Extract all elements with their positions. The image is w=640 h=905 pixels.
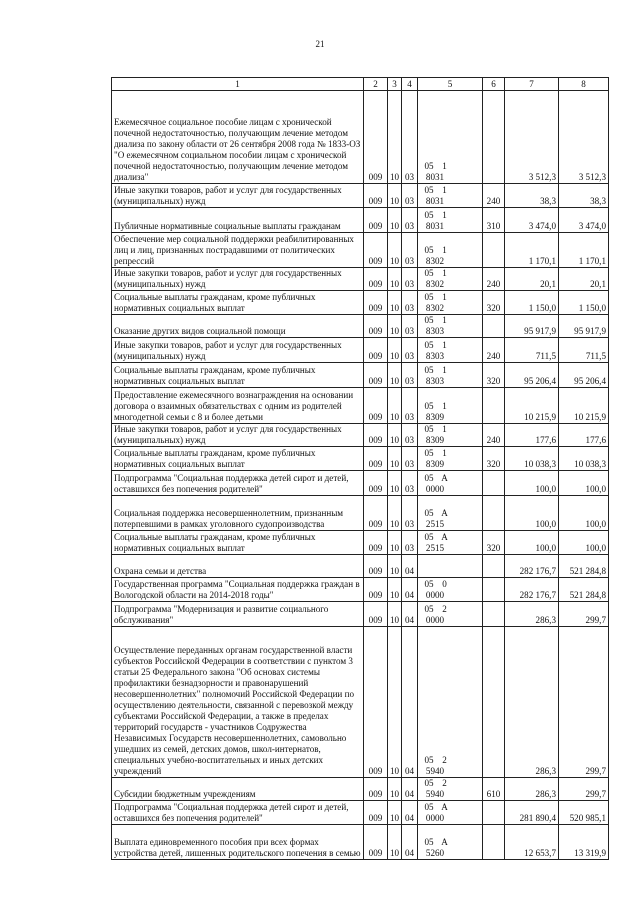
- target-article-part: 1: [442, 424, 447, 434]
- target-article-part: 05: [424, 424, 434, 434]
- amount-year2-cell: 10 215,9: [559, 388, 609, 424]
- subsection-code-cell: 03: [402, 268, 418, 291]
- target-article-part: 05: [424, 401, 434, 411]
- table-row: [112, 801, 609, 825]
- amount-year2-cell: 100,0: [559, 531, 609, 555]
- subsection-code-cell: 03: [402, 388, 418, 424]
- row-name-cell: Предоставление ежемесячного вознаграждения на основании договора о взаимных обязательствах с одним из родителей многодетной семьи с 8 и более детьми: [112, 388, 364, 424]
- subsection-code-cell: 04: [402, 778, 418, 801]
- row-name-cell: Социальные выплаты гражданам, кроме публичных нормативных социальных выплат: [112, 363, 364, 388]
- target-article-part: 5260: [425, 848, 445, 858]
- target-article-part: 8031: [425, 196, 445, 206]
- amount-year1-cell: 1 170,1: [505, 233, 559, 268]
- target-article-cell: [418, 363, 483, 388]
- target-article-part: 8303: [425, 351, 445, 361]
- target-article-cell: [418, 778, 483, 801]
- section-code-cell: 10: [388, 778, 402, 801]
- ministry-code-cell: 009: [364, 268, 388, 291]
- amount-year1-cell: 20,1: [505, 268, 559, 291]
- target-article-part: 8031: [425, 172, 445, 182]
- ministry-code-cell: 009: [364, 471, 388, 496]
- target-article-part: 05: [424, 210, 434, 220]
- table-row: [112, 208, 609, 233]
- amount-year1-cell: 100,0: [505, 471, 559, 496]
- target-article-cell: [418, 447, 483, 471]
- target-article-part: 2: [442, 755, 447, 765]
- row-name-cell: Охрана семьи и детства: [112, 555, 364, 578]
- subsection-code-cell: 03: [402, 471, 418, 496]
- target-article-cell: [418, 184, 483, 208]
- row-name-cell: Подпрограмма "Социальная поддержка детей сирот и детей, оставшихся без попечения родителей": [112, 801, 364, 825]
- target-article-part: 2: [442, 778, 447, 788]
- ministry-code-cell: 009: [364, 531, 388, 555]
- section-code-cell: 10: [388, 602, 402, 627]
- amount-year2-cell: 299,7: [559, 627, 609, 778]
- ministry-code-cell: 009: [364, 602, 388, 627]
- amount-year2-cell: 711,5: [559, 338, 609, 363]
- target-article-part: 1: [442, 448, 447, 458]
- section-code-cell: 10: [388, 388, 402, 424]
- ministry-code-cell: 009: [364, 315, 388, 338]
- table-row: [112, 778, 609, 801]
- target-article-cell: [418, 555, 483, 578]
- target-article-part: 1: [442, 185, 447, 195]
- table-row: [112, 471, 609, 496]
- row-name-cell: Подпрограмма "Социальная поддержка детей сирот и детей, оставшихся без попечения родителей": [112, 471, 364, 496]
- row-name-cell: Обеспечение мер социальной поддержки реабилитированных лиц и лиц, признанных пострадавшими от политических репрессий: [112, 233, 364, 268]
- amount-year1-cell: 286,3: [505, 627, 559, 778]
- subsection-code-cell: 03: [402, 338, 418, 363]
- target-article-part: 0000: [425, 813, 445, 823]
- target-article-part: 05: [424, 802, 434, 812]
- target-article-part: 8309: [425, 459, 445, 469]
- section-code-cell: 10: [388, 627, 402, 778]
- ministry-code-cell: 009: [364, 91, 388, 184]
- section-code-cell: 10: [388, 578, 402, 602]
- ministry-code-cell: 009: [364, 338, 388, 363]
- amount-year2-cell: 299,7: [559, 778, 609, 801]
- target-article-part: 0000: [425, 590, 445, 600]
- amount-year2-cell: 1 150,0: [559, 291, 609, 315]
- amount-year1-cell: 100,0: [505, 531, 559, 555]
- table-row: [112, 602, 609, 627]
- header-cell: 5: [418, 78, 483, 91]
- target-article-part: 8303: [425, 326, 445, 336]
- target-article-part: 8302: [425, 303, 445, 313]
- amount-year1-cell: 282 176,7: [505, 555, 559, 578]
- ministry-code-cell: 009: [364, 578, 388, 602]
- ministry-code-cell: 009: [364, 447, 388, 471]
- amount-year1-cell: 12 653,7: [505, 825, 559, 860]
- amount-year2-cell: 1 170,1: [559, 233, 609, 268]
- table-row: [112, 315, 609, 338]
- target-article-cell: [418, 208, 483, 233]
- header-cell: 2: [364, 78, 388, 91]
- amount-year1-cell: 100,0: [505, 496, 559, 531]
- expense-type-cell: 240: [483, 424, 505, 447]
- amount-year1-cell: 38,3: [505, 184, 559, 208]
- target-article-part: А: [441, 473, 448, 483]
- target-article-part: А: [441, 837, 448, 847]
- target-article-part: 8302: [425, 256, 445, 266]
- row-name-cell: Подпрограмма "Модернизация и развитие социального обслуживания": [112, 602, 364, 627]
- amount-year1-cell: 286,3: [505, 602, 559, 627]
- subsection-code-cell: 04: [402, 602, 418, 627]
- expense-type-cell: [483, 578, 505, 602]
- section-code-cell: 10: [388, 447, 402, 471]
- target-article-part: 05: [424, 185, 434, 195]
- expense-type-cell: 240: [483, 268, 505, 291]
- ministry-code-cell: 009: [364, 627, 388, 778]
- row-name-cell: Иные закупки товаров, работ и услуг для государственных (муниципальных) нужд: [112, 268, 364, 291]
- expense-type-cell: 240: [483, 338, 505, 363]
- amount-year2-cell: 100,0: [559, 496, 609, 531]
- amount-year1-cell: 281 890,4: [505, 801, 559, 825]
- amount-year1-cell: 177,6: [505, 424, 559, 447]
- expense-type-cell: [483, 91, 505, 184]
- target-article-cell: [418, 291, 483, 315]
- subsection-code-cell: 03: [402, 233, 418, 268]
- target-article-part: А: [441, 532, 448, 542]
- target-article-part: 8309: [425, 435, 445, 445]
- section-code-cell: 10: [388, 471, 402, 496]
- target-article-part: 05: [424, 579, 434, 589]
- table-row: [112, 233, 609, 268]
- ministry-code-cell: 009: [364, 208, 388, 233]
- amount-year2-cell: 10 038,3: [559, 447, 609, 471]
- amount-year2-cell: 100,0: [559, 471, 609, 496]
- target-article-part: 0: [442, 579, 447, 589]
- table-row: [112, 825, 609, 860]
- table-row: [112, 363, 609, 388]
- target-article-part: 05: [424, 837, 434, 847]
- section-code-cell: 10: [388, 496, 402, 531]
- expense-type-cell: [483, 233, 505, 268]
- expense-type-cell: [483, 471, 505, 496]
- subsection-code-cell: 03: [402, 291, 418, 315]
- row-name-cell: Оказание других видов социальной помощи: [112, 315, 364, 338]
- section-code-cell: 10: [388, 91, 402, 184]
- row-name-cell: Субсидии бюджетным учреждениям: [112, 778, 364, 801]
- subsection-code-cell: 03: [402, 496, 418, 531]
- subsection-code-cell: 03: [402, 531, 418, 555]
- amount-year2-cell: 3 512,3: [559, 91, 609, 184]
- target-article-cell: [418, 627, 483, 778]
- amount-year2-cell: 95 206,4: [559, 363, 609, 388]
- target-article-part: 05: [424, 604, 434, 614]
- header-cell: 3: [388, 78, 402, 91]
- amount-year2-cell: 3 474,0: [559, 208, 609, 233]
- section-code-cell: 10: [388, 338, 402, 363]
- target-article-part: 1: [442, 401, 447, 411]
- ministry-code-cell: 009: [364, 424, 388, 447]
- expense-type-cell: [483, 825, 505, 860]
- target-article-part: 1: [442, 210, 447, 220]
- ministry-code-cell: 009: [364, 778, 388, 801]
- expense-type-cell: [483, 388, 505, 424]
- amount-year1-cell: 3 474,0: [505, 208, 559, 233]
- target-article-cell: [418, 338, 483, 363]
- target-article-part: 05: [424, 365, 434, 375]
- row-name-cell: Публичные нормативные социальные выплаты гражданам: [112, 208, 364, 233]
- subsection-code-cell: 03: [402, 315, 418, 338]
- target-article-cell: [418, 825, 483, 860]
- section-code-cell: 10: [388, 208, 402, 233]
- expense-type-cell: [483, 801, 505, 825]
- target-article-part: 8302: [425, 279, 445, 289]
- expense-type-cell: [483, 627, 505, 778]
- subsection-code-cell: 03: [402, 447, 418, 471]
- target-article-cell: [418, 496, 483, 531]
- target-article-part: 1: [442, 161, 447, 171]
- table-row: [112, 291, 609, 315]
- expense-type-cell: 310: [483, 208, 505, 233]
- page-number: 21: [315, 39, 325, 49]
- target-article-part: А: [441, 802, 448, 812]
- expense-type-cell: 320: [483, 363, 505, 388]
- target-article-part: 8031: [425, 221, 445, 231]
- amount-year1-cell: 95 917,9: [505, 315, 559, 338]
- target-article-cell: [418, 315, 483, 338]
- expense-type-cell: 320: [483, 531, 505, 555]
- table-row: [112, 531, 609, 555]
- target-article-part: 05: [424, 340, 434, 350]
- subsection-code-cell: 04: [402, 825, 418, 860]
- target-article-part: 05: [424, 448, 434, 458]
- section-code-cell: 10: [388, 363, 402, 388]
- expense-type-cell: 610: [483, 778, 505, 801]
- section-code-cell: 10: [388, 291, 402, 315]
- ministry-code-cell: 009: [364, 825, 388, 860]
- target-article-cell: [418, 424, 483, 447]
- row-name-cell: Социальные выплаты гражданам, кроме публичных нормативных социальных выплат: [112, 447, 364, 471]
- table-row: [112, 627, 609, 778]
- target-article-cell: [418, 91, 483, 184]
- header-cell: 8: [559, 78, 609, 91]
- expense-type-cell: [483, 496, 505, 531]
- target-article-part: 1: [442, 340, 447, 350]
- target-article-cell: [418, 602, 483, 627]
- table-row: [112, 555, 609, 578]
- subsection-code-cell: 04: [402, 801, 418, 825]
- ministry-code-cell: 009: [364, 291, 388, 315]
- row-name-cell: Выплата единовременного пособия при всех формах устройства детей, лишенных родительского попечения в семью: [112, 825, 364, 860]
- target-article-part: 05: [424, 473, 434, 483]
- target-article-cell: [418, 531, 483, 555]
- target-article-part: 05: [424, 755, 434, 765]
- row-name-cell: Осуществление переданных органам государственной власти субъектов Российской Федерации в соответствии с пунктом 3 статьи 25 Федерального закона "Об основах системы профилактики безнадзорности и правонарушений несовершеннолетних" полномочий Российской Федерации по осуществлению деятельности, связанной с перевозкой между субъектами Российской Федерации, а также в пределах территорий государств - участников Содружества Независимых Государств несовершеннолетних, самовольно ушедших из семей, детских домов, школ-интернатов, специальных учебно-воспитательных и иных детских учреждений: [112, 627, 364, 778]
- subsection-code-cell: 03: [402, 184, 418, 208]
- budget-table: [111, 77, 609, 860]
- ministry-code-cell: 009: [364, 555, 388, 578]
- target-article-part: 8309: [425, 412, 445, 422]
- section-code-cell: 10: [388, 555, 402, 578]
- ministry-code-cell: 009: [364, 388, 388, 424]
- target-article-part: 0000: [425, 484, 445, 494]
- row-name-cell: Иные закупки товаров, работ и услуг для государственных (муниципальных) нужд: [112, 184, 364, 208]
- target-article-part: 5940: [425, 789, 445, 799]
- expense-type-cell: [483, 315, 505, 338]
- subsection-code-cell: 03: [402, 363, 418, 388]
- row-name-cell: Иные закупки товаров, работ и услуг для государственных (муниципальных) нужд: [112, 424, 364, 447]
- subsection-code-cell: 04: [402, 627, 418, 778]
- table-header-row: [112, 78, 609, 91]
- ministry-code-cell: 009: [364, 801, 388, 825]
- amount-year1-cell: 95 206,4: [505, 363, 559, 388]
- target-article-part: 2515: [425, 543, 445, 553]
- amount-year1-cell: 286,3: [505, 778, 559, 801]
- ministry-code-cell: 009: [364, 496, 388, 531]
- expense-type-cell: 320: [483, 291, 505, 315]
- target-article-part: 05: [424, 161, 434, 171]
- section-code-cell: 10: [388, 233, 402, 268]
- target-article-part: 05: [424, 292, 434, 302]
- table-row: [112, 388, 609, 424]
- ministry-code-cell: 009: [364, 184, 388, 208]
- target-article-part: 1: [442, 245, 447, 255]
- target-article-part: 8303: [425, 376, 445, 386]
- section-code-cell: 10: [388, 531, 402, 555]
- amount-year2-cell: 38,3: [559, 184, 609, 208]
- table-row: [112, 447, 609, 471]
- section-code-cell: 10: [388, 268, 402, 291]
- table-row: [112, 578, 609, 602]
- row-name-cell: Ежемесячное социальное пособие лицам с хронической почечной недостаточностью, получающим лечение методом диализа по закону области от 26 сентября 2008 года № 1833-ОЗ "О ежемесячном социальном пособии лицам с хронической почечной недостаточностью, получающим лечение методом диализа": [112, 91, 364, 184]
- amount-year1-cell: 711,5: [505, 338, 559, 363]
- ministry-code-cell: 009: [364, 233, 388, 268]
- target-article-part: 1: [442, 365, 447, 375]
- row-name-cell: Социальные выплаты гражданам, кроме публичных нормативных социальных выплат: [112, 291, 364, 315]
- header-cell: 6: [483, 78, 505, 91]
- subsection-code-cell: 03: [402, 208, 418, 233]
- target-article-cell: [418, 801, 483, 825]
- target-article-part: 0000: [425, 615, 445, 625]
- target-article-part: 05: [424, 778, 434, 788]
- expense-type-cell: [483, 602, 505, 627]
- amount-year1-cell: 3 512,3: [505, 91, 559, 184]
- section-code-cell: 10: [388, 184, 402, 208]
- subsection-code-cell: 04: [402, 555, 418, 578]
- amount-year1-cell: 1 150,0: [505, 291, 559, 315]
- amount-year1-cell: 10 038,3: [505, 447, 559, 471]
- header-cell: 4: [402, 78, 418, 91]
- amount-year2-cell: 13 319,9: [559, 825, 609, 860]
- section-code-cell: 10: [388, 801, 402, 825]
- section-code-cell: 10: [388, 825, 402, 860]
- target-article-cell: [418, 578, 483, 602]
- amount-year2-cell: 520 985,1: [559, 801, 609, 825]
- section-code-cell: 10: [388, 424, 402, 447]
- target-article-cell: [418, 471, 483, 496]
- subsection-code-cell: 03: [402, 91, 418, 184]
- target-article-part: 05: [424, 532, 434, 542]
- target-article-part: 1: [442, 292, 447, 302]
- target-article-part: А: [441, 508, 448, 518]
- amount-year2-cell: 95 917,9: [559, 315, 609, 338]
- table-body: [112, 78, 609, 860]
- ministry-code-cell: 009: [364, 363, 388, 388]
- target-article-part: 2515: [425, 519, 445, 529]
- target-article-part: 05: [424, 245, 434, 255]
- amount-year1-cell: 282 176,7: [505, 578, 559, 602]
- amount-year2-cell: 177,6: [559, 424, 609, 447]
- table-row: [112, 496, 609, 531]
- table-row: [112, 424, 609, 447]
- row-name-cell: Социальные выплаты гражданам, кроме публичных нормативных социальных выплат: [112, 531, 364, 555]
- target-article-cell: [418, 233, 483, 268]
- target-article-cell: [418, 268, 483, 291]
- amount-year2-cell: 521 284,8: [559, 578, 609, 602]
- row-name-cell: Государственная программа "Социальная поддержка граждан в Вологодской области на 2014-2018 годы": [112, 578, 364, 602]
- expense-type-cell: [483, 555, 505, 578]
- subsection-code-cell: 03: [402, 424, 418, 447]
- header-cell: 7: [505, 78, 559, 91]
- target-article-part: 05: [424, 315, 434, 325]
- table-row: [112, 338, 609, 363]
- row-name-cell: Иные закупки товаров, работ и услуг для государственных (муниципальных) нужд: [112, 338, 364, 363]
- target-article-part: 2: [442, 604, 447, 614]
- table-row: [112, 268, 609, 291]
- amount-year1-cell: 10 215,9: [505, 388, 559, 424]
- target-article-part: 05: [424, 268, 434, 278]
- target-article-part: 05: [424, 508, 434, 518]
- target-article-cell: [418, 388, 483, 424]
- amount-year2-cell: 20,1: [559, 268, 609, 291]
- header-cell: 1: [112, 78, 364, 91]
- section-code-cell: 10: [388, 315, 402, 338]
- amount-year2-cell: 299,7: [559, 602, 609, 627]
- expense-type-cell: 320: [483, 447, 505, 471]
- table-row: [112, 91, 609, 184]
- row-name-cell: Социальная поддержка несовершеннолетним, признанным потерпевшими в рамках уголовного судопроизводства: [112, 496, 364, 531]
- subsection-code-cell: 04: [402, 578, 418, 602]
- table-row: [112, 184, 609, 208]
- target-article-part: 5940: [425, 766, 445, 776]
- amount-year2-cell: 521 284,8: [559, 555, 609, 578]
- expense-type-cell: 240: [483, 184, 505, 208]
- target-article-part: 1: [442, 315, 447, 325]
- target-article-part: 1: [442, 268, 447, 278]
